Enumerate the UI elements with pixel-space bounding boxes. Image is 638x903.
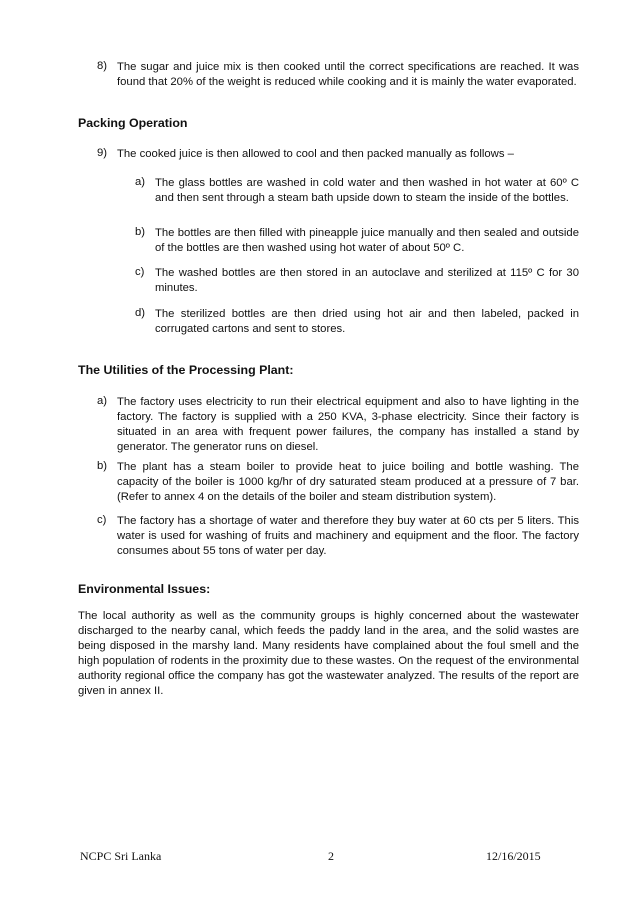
environment-paragraph: The local authority as well as the community groups is highly concerned about the wastewater discharged to the nearby canal, which feeds the paddy land in the area, and the solid wastes are being disposed in the marshy land. Many residents have complained about the foul smell and the high population of rodents in the proximity due to these wastes. On the request of the environmental authority regional office the company has got the wastewater analyzed. The results of the report are given in annex II. bbox=[78, 610, 579, 697]
utilities-item-a-label: a) bbox=[97, 395, 108, 407]
item-9-number: 9) bbox=[97, 147, 108, 159]
packing-subitem-d-label: d) bbox=[135, 307, 146, 319]
heading-environmental-issues: Environmental Issues: bbox=[78, 582, 211, 596]
utilities-item-b-text: The plant has a steam boiler to provide heat to juice boiling and bottle washing. The capacity of the boiler is 1000 kg/hr of dry saturated steam produced at a pressure of 7 bar. (Refer to annex 4 on the details of the boiler and steam distribution system). bbox=[117, 461, 579, 503]
packing-subitem-d-text: The sterilized bottles are then dried using hot air and then labeled, packed in corrugated cartons and sent to stores. bbox=[155, 308, 579, 335]
item-8-number: 8) bbox=[97, 60, 108, 72]
footer-page-number: 2 bbox=[328, 849, 334, 863]
packing-subitem-c-label: c) bbox=[135, 266, 145, 278]
packing-subitem-a-text: The glass bottles are washed in cold water and then washed in hot water at 60º C and then sent through a steam bath upside down to steam the inside of the bottles. bbox=[155, 177, 579, 204]
packing-subitem-b-text: The bottles are then filled with pineapple juice manually and then sealed and outside of the bottles are then washed using hot water of about 50º C. bbox=[155, 227, 579, 254]
packing-subitem-c-text: The washed bottles are then stored in an autoclave and sterilized at 115º C for 30 minutes. bbox=[155, 267, 579, 294]
utilities-item-a-text: The factory uses electricity to run their electrical equipment and also to have lighting in the factory. The factory is supplied with a 250 KVA, 3-phase electricity. Since their factory is situated in an area with frequent power failures, the company has installed a stand by generator. The generator runs on diesel. bbox=[117, 396, 579, 453]
footer-date: 12/16/2015 bbox=[486, 849, 541, 863]
heading-utilities: The Utilities of the Processing Plant: bbox=[78, 363, 294, 377]
heading-packing-operation: Packing Operation bbox=[78, 116, 188, 130]
packing-subitem-a-label: a) bbox=[135, 176, 146, 188]
packing-subitem-b-label: b) bbox=[135, 226, 146, 238]
item-8-text: The sugar and juice mix is then cooked until the correct specifications are reached. It was found that 20% of the weight is reduced while cooking and it is mainly the water evaporated. bbox=[117, 61, 579, 88]
utilities-item-c-text: The factory has a shortage of water and therefore they buy water at 60 cts per 5 liters. This water is used for washing of fruits and machinery and equipment and the floor. The factory consumes about 55 tons of water per day. bbox=[117, 515, 579, 557]
utilities-item-c-label: c) bbox=[97, 514, 107, 526]
footer-organization: NCPC Sri Lanka bbox=[80, 849, 162, 863]
utilities-item-b-label: b) bbox=[97, 460, 108, 472]
item-9-text: The cooked juice is then allowed to cool and then packed manually as follows – bbox=[117, 148, 514, 160]
